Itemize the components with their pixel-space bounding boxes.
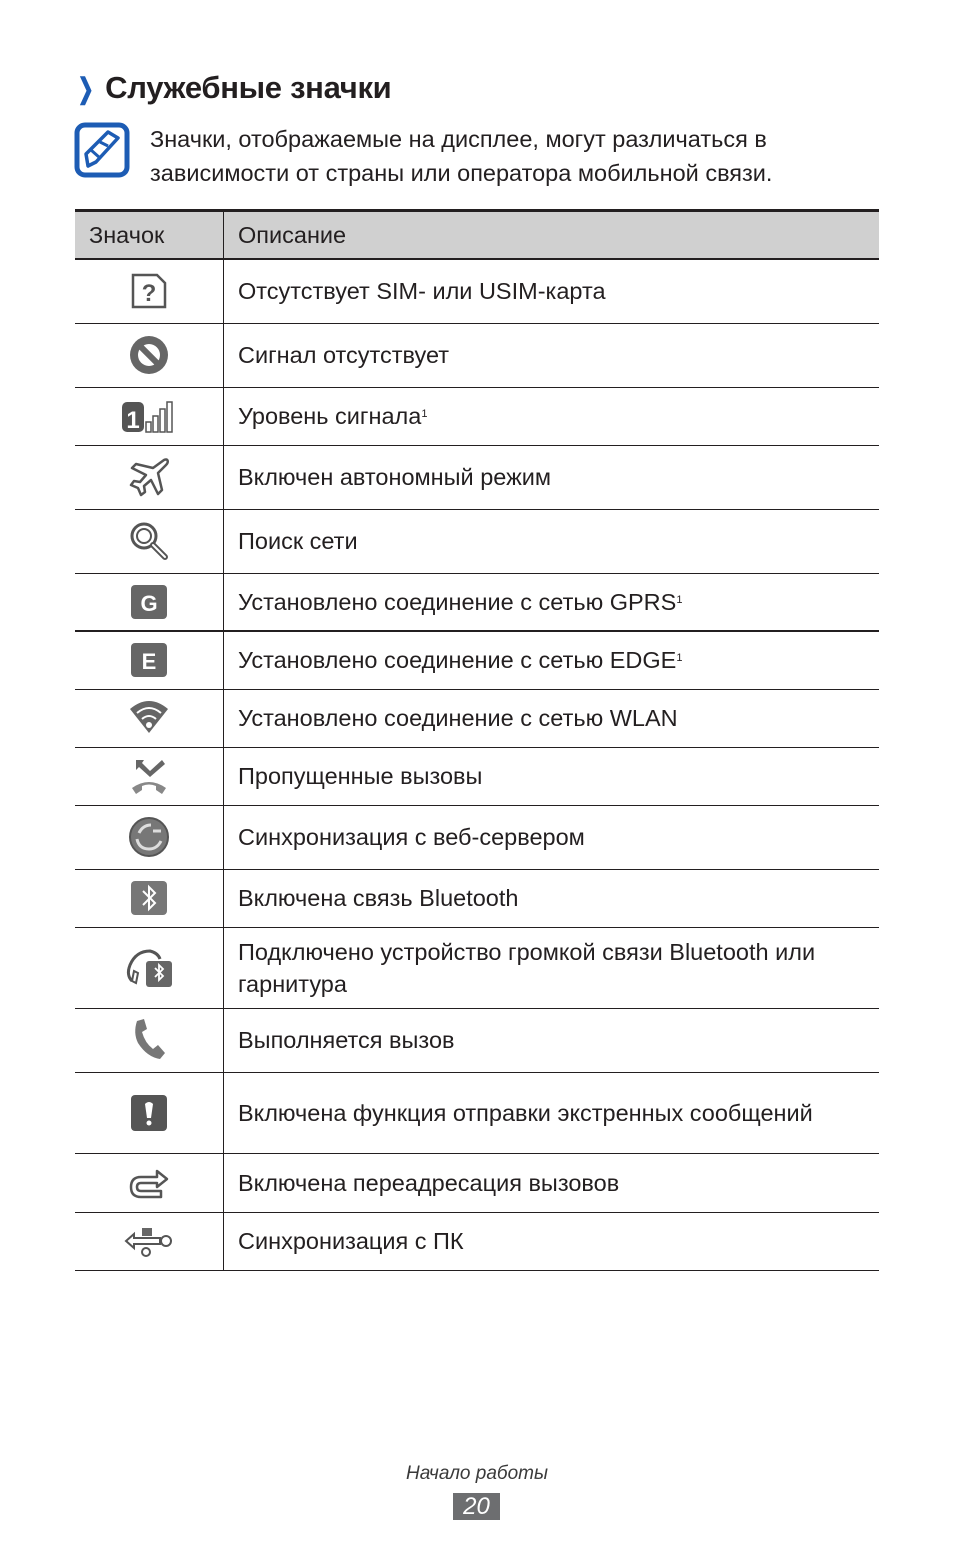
row-text: Установлено соединение с сетью GPRS [238,588,677,615]
row-text: Пропущенные вызовы [238,763,483,789]
table-row [75,869,879,927]
table-row [75,1008,879,1072]
row-text: Выполняется вызов [238,1027,455,1053]
chevron-right-icon: ❯ [77,72,94,104]
row-text: Включен автономный режим [238,464,552,490]
row-text: Установлено соединение с сетью EDGE [238,647,677,674]
header-description: Описание [224,211,880,260]
bluetooth-headset-icon [124,945,174,991]
svg-text:1: 1 [126,407,140,434]
row-text: Сигнал отсутствует [238,342,450,368]
row-text: Синхронизация с веб-сервером [238,824,585,850]
edge-icon [130,642,168,678]
bluetooth-icon [130,880,168,916]
section-title: Служебные значки [105,70,392,105]
table-header-row [75,211,879,260]
note-text: Значки, отображаемые на дисплее, могут различаться в зависимости от страны или оператора мобильной связи. [150,126,773,186]
status-icons-table [75,209,879,1271]
row-text: Включена переадресация вызовов [238,1169,620,1196]
call-in-progress-icon [129,1017,169,1063]
table-row: 1 Уровень сигнала$^1$ [75,387,879,445]
note-pencil-icon [74,122,130,178]
gprs-icon [130,584,168,620]
svg-text:G: G [140,590,158,616]
wlan-icon [128,699,170,737]
row-text: Поиск сети [238,528,358,554]
svg-text:E: E [141,649,157,675]
table-row [75,1153,879,1212]
section-heading [74,70,391,106]
table-row [75,805,879,869]
sos-message-icon [130,1094,168,1132]
signal-strength-icon [120,396,178,436]
svg-text:?: ? [141,280,157,308]
table-row [75,927,879,1008]
note-block [74,122,870,190]
table-row [75,259,879,323]
missed-call-icon [128,756,170,796]
row-text: Подключено устройство громкой связи Bluetooth или гарнитура [238,938,816,997]
no-sim-icon [129,271,169,311]
airplane-mode-icon [126,454,172,500]
no-signal-icon [127,333,171,377]
row-text: Включена функция отправки экстренных сообщений [238,1099,813,1126]
row-text: Установлено соединение с сетью WLAN [238,705,678,731]
table-row: E Установлено соединение с сетью EDGE$^1$ [75,631,879,689]
table-row [75,445,879,509]
call-forwarding-icon [127,1163,171,1203]
table-row [75,323,879,387]
table-row: G Установлено соединение с сетью GPRS$^1$ [75,573,879,631]
row-text: Включена связь Bluetooth [238,885,519,911]
footer-section-name: Начало работы [406,1463,548,1484]
table-row [75,747,879,805]
table-row [75,1072,879,1153]
pc-sync-icon [124,1223,174,1259]
page-number: 20 [453,1493,500,1520]
row-text: Отсутствует SIM- или USIM-карта [238,278,606,305]
table-row [75,1212,879,1270]
web-sync-icon [127,815,171,859]
table-row [75,689,879,747]
row-text: Синхронизация с ПК [238,1228,464,1254]
header-icon: Значок [75,211,224,260]
row-text: Уровень сигнала [238,403,422,429]
table-row [75,509,879,573]
network-search-icon [127,519,171,563]
